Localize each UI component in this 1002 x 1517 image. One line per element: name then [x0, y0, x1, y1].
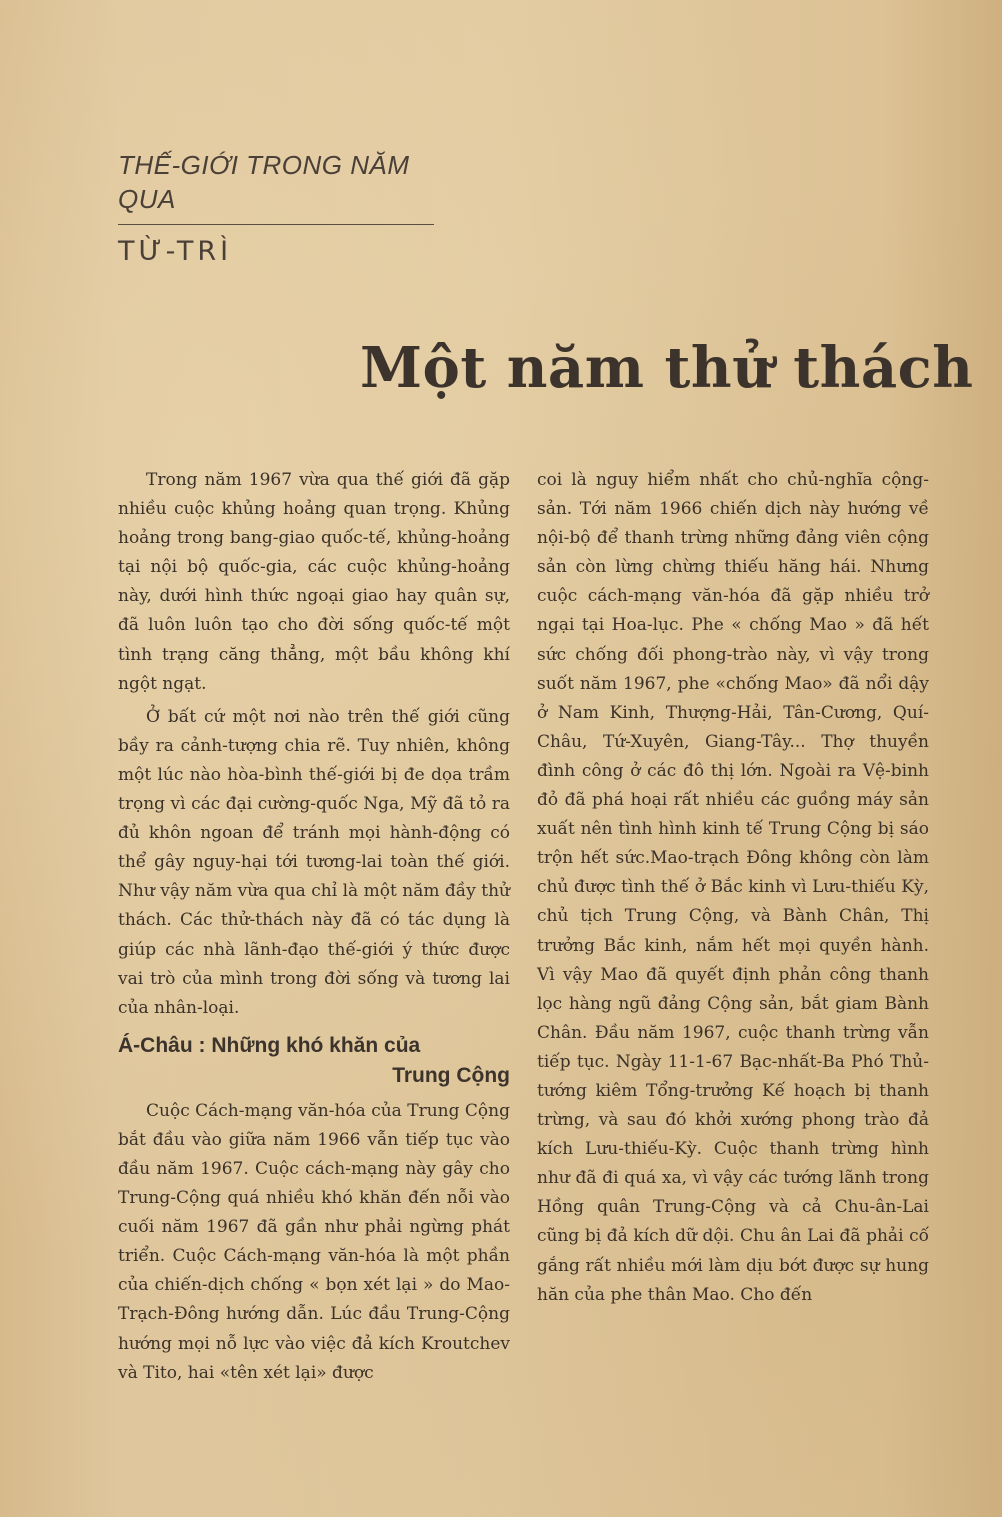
paragraph-second: Ở bất cứ một nơi nào trên thế giới cũng bầy ra cảnh-tượng chia rẽ. Tuy nhiên, không một lúc nào hòa-bình thế-giới bị đe dọa trầm trọng vì các đại cường-quốc Nga, Mỹ đã tỏ ra đủ khôn ngoan để tránh mọi hành-động có thể gây nguy-hại tới tương-lai toàn thế giới. Như vậy năm vừa qua chỉ là một năm đầy thử thách. Các thử-thách này đã có tác dụng là giúp các nhà lãnh-đạo thế-giới ý thức được vai trò của mình trong đời sống và tương lai của nhân-loại.: [118, 706, 510, 1018]
section-label: THẾ-GIỚI TRONG NĂM QUA: [118, 150, 410, 214]
article-title: Một năm thử thách: [360, 335, 974, 401]
section-header: [118, 148, 438, 269]
paragraph-cultural-revolution: Cuộc Cách-mạng văn-hóa của Trung Cộng bắt đầu vào giữa năm 1966 vẫn tiếp tục vào đầu năm 1967. Cuộc cách-mạng này gây cho Trung-Cộng quá nhiều khó khăn đến nỗi vào cuối năm 1967 đã gần như phải ngừng phát triển. Cuộc Cách-mạng văn-hóa là một phần của chiến-dịch chống « bọn xét lại » do Mao-Trạch-Đông hướng dẫn. Lúc đầu Trung-Cộng hướng mọi nỗ lực vào việc đả kích Kroutchev và Tito, hai «tên xét lại» được: [118, 1100, 510, 1383]
paragraph-continued: coi là nguy hiểm nhất cho chủ-nghĩa cộng-sản. Tới năm 1966 chiến dịch này hướng về nội-bộ để thanh trừng những đảng viên cộng sản còn lừng chừng thiếu hăng hái. Nhưng cuộc cách-mạng văn-hóa đã gặp nhiều trở ngại tại Hoa-lục. Phe « chống Mao » đã hết sức chống đối phong-trào này, vì vậy trong suốt năm 1967, phe «chống Mao» đã nổi dậy ở Nam Kinh, Thượng-Hải, Tân-Cương, Quí-Châu, Tứ-Xuyên, Giang-Tây... Thợ thuyền đình công ở các đô thị lớn. Ngoài ra Vệ-binh đỏ đã phá hoại rất nhiều các guồng máy sản xuất nên tình hình kinh tế Trung Cộng bị sáo trộn hết sức.Mao-trạch Đông không còn làm chủ được tình thế ở Bắc kinh vì Lưu-thiếu Kỳ, chủ tịch Trung Cộng, và Bành Chân, Thị trưởng Bắc kinh, nắm hết mọi quyền hành. Vì vậy Mao đã quyết định phản công thanh lọc hàng ngũ đảng Cộng sản, bắt giam Bành Chân. Đầu năm 1967, cuộc thanh trừng vẫn tiếp tục. Ngày 11-1-67 Bạc-nhất-Ba Phó Thủ-tướng kiêm Tổng-trưởng Kế hoạch bị thanh trừng, và sau đó khởi xướng phong trào đả kích Lưu-thiếu-Kỳ. Cuộc thanh trừng hình như đã đi quá xa, vì vậy các tướng lãnh trong Hồng quân Trung-Cộng và cả Chu-ân-Lai cũng bị đả kích dữ dội. Chu ân Lai đã phải cố gắng rất nhiều mới làm dịu bớt được sự hung hăn của phe thân Mao. Cho đến: [537, 470, 929, 1305]
author-name: TỪ-TRÌ: [118, 236, 233, 267]
right-column: [537, 466, 929, 1310]
paragraph-intro: Trong năm 1967 vừa qua thế giới đã gặp nhiều cuộc khủng hoảng quan trọng. Khủng hoảng trong bang-giao quốc-tế, khủng-hoảng tại nội bộ quốc-gia, các cuộc khủng-hoảng này, dưới hình thức ngoại giao hay quân sự, đã luôn luôn tạo cho đời sống quốc-tế một tình trạng căng thẳng, một bầu không khí ngột ngạt.: [118, 470, 510, 694]
subheading-line-1: Á-Châu : Những khó khăn của: [118, 1033, 421, 1057]
subheading-asia: [118, 1031, 510, 1091]
left-column: [118, 466, 510, 1388]
subheading-line-2: Trung Cộng: [392, 1063, 510, 1087]
header-rule: [118, 224, 434, 225]
